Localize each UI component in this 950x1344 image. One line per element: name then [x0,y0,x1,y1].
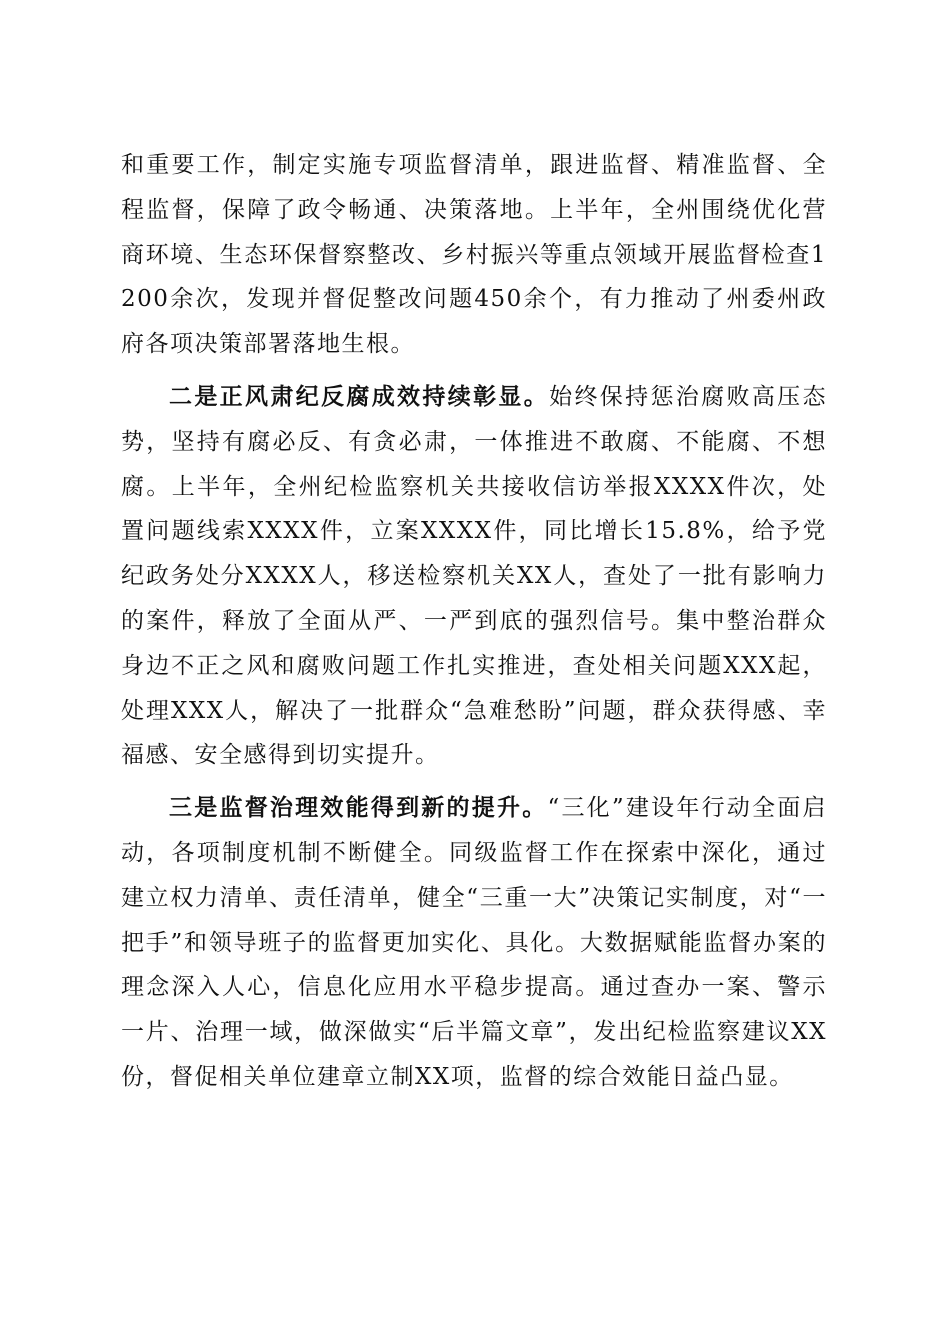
paragraph-heading: 三是监督治理效能得到新的提升。 [169,794,548,822]
paragraph-supervision-governance [121,786,827,1100]
document-body [121,143,827,1108]
paragraph-anti-corruption [121,375,827,778]
paragraph-continuation [121,143,827,367]
paragraph-heading: 二是正风肃纪反腐成效持续彰显。 [169,382,550,410]
paragraph-text: 和重要工作，制定实施专项监督清单，跟进监督、精准监督、全程监督，保障了政令畅通、决策落地。上半年，全州围绕优化营商环境、生态环保督察整改、乡村振兴等重点领域开展监督检查1200余次，发现并督促整改问题450余个，有力推动了州委州政府各项决策部署落地生根。 [121,152,827,358]
paragraph-text: “三化”建设年行动全面启动，各项制度机制不断健全。同级监督工作在探索中深化，通过建立权力清单、责任清单，健全“三重一大”决策记实制度，对“一把手”和领导班子的监督更加实化、具化。大数据赋能监督办案的理念深入人心，信息化应用水平稳步提高。通过查办一案、警示一片、治理一域，做深做实“后半篇文章”，发出纪检监察建议XX份，督促相关单位建章立制XX项，监督的综合效能日益凸显。 [121,795,827,1090]
paragraph-text: 始终保持惩治腐败高压态势，坚持有腐必反、有贪必肃，一体推进不敢腐、不能腐、不想腐。上半年，全州纪检监察机关共接收信访举报XXXX件次，处置问题线索XXXX件，立案XXXX件，同比增长15.8%，给予党纪政务处分XXXX人，移送检察机关XX人，查处了一批有影响力的案件，释放了全面从严、一严到底的强烈信号。集中整治群众身边不正之风和腐败问题工作扎实推进，查处相关问题XXX起，处理XXX人，解决了一批群众“急难愁盼”问题，群众获得感、幸福感、安全感得到切实提升。 [121,383,828,769]
